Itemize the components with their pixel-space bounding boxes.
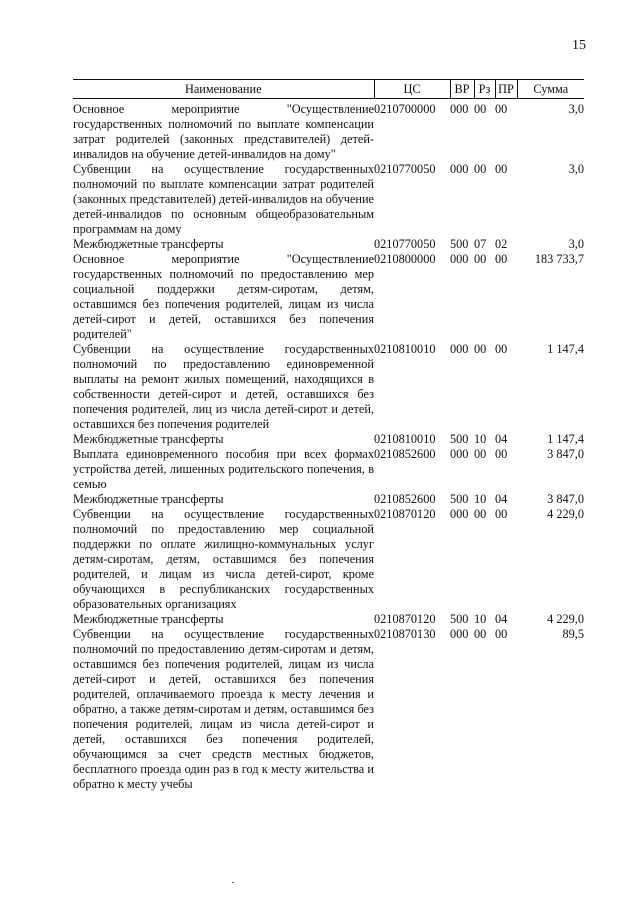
row-pr: 00 [495, 447, 508, 461]
row-cs: 0210700000 [374, 102, 436, 116]
row-pr: 04 [495, 492, 508, 506]
row-name: Выплата единовременного пособия при всех формах устройства детей, лишенных родительского попечения, в семью [73, 447, 374, 491]
row-pr: 04 [495, 612, 508, 626]
row-vr: 000 [450, 507, 469, 521]
row-vr: 500 [450, 492, 469, 506]
row-rz: 10 [474, 432, 487, 446]
row-pr: 00 [495, 252, 508, 266]
row-rz: 10 [474, 612, 487, 626]
table-row [73, 447, 584, 492]
row-cs: 0210870120 [374, 612, 436, 626]
scan-speck [232, 882, 234, 883]
row-name: Субвенции на осуществление государственных полномочий по предоставлению детям-сиротам и детям, оставшимся без попечения родителей, лицам из числа детей-сирот и детей, оставшихся без попечения родителей, оплачиваемого проезда к месту лечения и обратно, а также детям-сиротам и детям, оставшимся без попечения родителей, лицам из числа детей-сирот и детей, оставшихся без попечения родителей, обучающимся за счет средств местных бюджетов, бесплатного проезда один раз в год к месту жительства и обратно к месту учебы [73, 627, 374, 791]
row-sum: 89,5 [562, 627, 584, 641]
row-rz: 00 [474, 342, 487, 356]
row-name: Межбюджетные трансферты [73, 492, 224, 506]
row-name: Субвенции на осуществление государственных полномочий по предоставлению единовременной выплаты на ремонт жилых помещений, находящихся в собственности детей-сирот и детей, оставшихся без попечения родителей, лиц из числа детей-сирот и детей, оставшихся без попечения родителей [73, 342, 374, 431]
table-row [73, 162, 584, 237]
row-vr: 000 [450, 627, 469, 641]
budget-table [73, 79, 584, 792]
table-header-row [73, 80, 584, 99]
table-row [73, 507, 584, 612]
row-rz: 07 [474, 237, 487, 251]
row-sum: 1 147,4 [547, 342, 584, 356]
row-rz: 00 [474, 162, 487, 176]
row-name: Субвенции на осуществление государственных полномочий по предоставлению мер социальной поддержки по оплате жилищно-коммунальных услуг детям-сиротам, детям, оставшимся без попечения родителей, и лицам из числа детей-сирот, кроме обучающихся в республиканских государственных образовательных организациях [73, 507, 374, 611]
row-vr: 500 [450, 237, 469, 251]
header-vr: ВР [450, 80, 474, 99]
row-sum: 4 229,0 [547, 612, 584, 626]
row-vr: 500 [450, 612, 469, 626]
row-vr: 000 [450, 252, 469, 266]
row-sum: 3,0 [568, 162, 584, 176]
row-vr: 000 [450, 447, 469, 461]
row-sum: 3 847,0 [547, 447, 584, 461]
table-row [73, 432, 584, 447]
row-cs: 0210852600 [374, 447, 436, 461]
table-row [73, 612, 584, 627]
row-rz: 00 [474, 627, 487, 641]
table-row [73, 99, 584, 163]
row-vr: 000 [450, 162, 469, 176]
row-vr: 000 [450, 342, 469, 356]
table-row [73, 237, 584, 252]
row-cs: 0210770050 [374, 237, 436, 251]
row-cs: 0210852600 [374, 492, 436, 506]
row-cs: 0210810010 [374, 342, 436, 356]
row-name: Межбюджетные трансферты [73, 432, 224, 446]
table-row [73, 342, 584, 432]
table-row [73, 252, 584, 342]
row-vr: 500 [450, 432, 469, 446]
row-sum: 1 147,4 [547, 432, 584, 446]
row-name: Межбюджетные трансферты [73, 237, 224, 251]
row-pr: 00 [495, 342, 508, 356]
header-rz: Рз [474, 80, 495, 99]
row-sum: 3,0 [568, 102, 584, 116]
row-rz: 00 [474, 102, 487, 116]
header-cs: ЦС [374, 80, 450, 99]
row-pr: 00 [495, 627, 508, 641]
row-pr: 04 [495, 432, 508, 446]
row-pr: 00 [495, 507, 508, 521]
header-name: Наименование [73, 80, 374, 99]
row-rz: 10 [474, 492, 487, 506]
row-name: Основное мероприятие "Осуществление государственных полномочий по предоставлению мер социальной поддержки детям-сиротам, детям, оставшимся без попечения родителей, лицам из числа детей-сирот и детей, оставшихся без попечения родителей" [73, 252, 374, 341]
row-cs: 0210870120 [374, 507, 436, 521]
table-row [73, 627, 584, 792]
table-row [73, 492, 584, 507]
header-pr: ПР [495, 80, 517, 99]
row-rz: 00 [474, 252, 487, 266]
row-cs: 0210810010 [374, 432, 436, 446]
row-rz: 00 [474, 507, 487, 521]
header-sum: Сумма [517, 80, 584, 99]
row-rz: 00 [474, 447, 487, 461]
row-pr: 00 [495, 102, 508, 116]
row-name: Основное мероприятие "Осуществление государственных полномочий по выплате компенсации затрат родителей (законных представителей) детей-инвалидов на обучение детей-инвалидов на дому" [73, 102, 374, 161]
row-name: Межбюджетные трансферты [73, 612, 224, 626]
row-vr: 000 [450, 102, 469, 116]
row-sum: 3,0 [568, 237, 584, 251]
row-sum: 183 733,7 [534, 252, 584, 266]
page-number: 15 [572, 38, 586, 53]
row-name: Субвенции на осуществление государственных полномочий по выплате компенсации затрат родителей (законных представителей) детей-инвалидов на обучение детей-инвалидов по основным общеобразовательным программам на дому [73, 162, 374, 236]
row-pr: 02 [495, 237, 508, 251]
row-sum: 4 229,0 [547, 507, 584, 521]
row-cs: 0210800000 [374, 252, 436, 266]
row-cs: 0210770050 [374, 162, 436, 176]
row-pr: 00 [495, 162, 508, 176]
row-cs: 0210870130 [374, 627, 436, 641]
row-sum: 3 847,0 [547, 492, 584, 506]
